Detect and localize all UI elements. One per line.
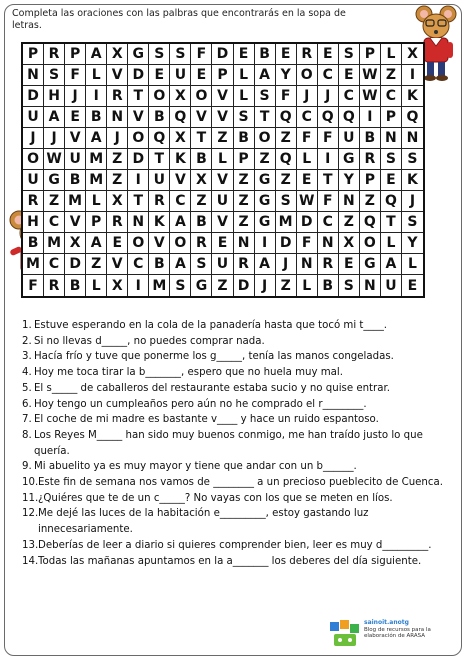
sentence-item xyxy=(22,428,448,459)
arasaac-logo-icon xyxy=(328,618,362,650)
grid-letter: Z xyxy=(339,212,360,233)
grid-letter: L xyxy=(86,65,107,86)
sentence-number: 13. xyxy=(22,539,39,551)
grid-letter: O xyxy=(360,233,381,254)
sentence-item xyxy=(22,491,448,507)
grid-letter: E xyxy=(381,170,402,191)
footer-line-2: elaboración de ARASA xyxy=(364,633,426,639)
grid-letter: Z xyxy=(191,191,212,212)
grid-letter: I xyxy=(86,86,107,107)
grid-letter: C xyxy=(44,212,65,233)
grid-letter: R xyxy=(23,191,44,212)
grid-letter: D xyxy=(23,86,44,107)
grid-letter: V xyxy=(170,170,191,191)
grid-letter: K xyxy=(170,149,191,170)
grid-letter: C xyxy=(44,254,65,275)
grid-letter: T xyxy=(149,149,170,170)
grid-letter: J xyxy=(276,254,297,275)
grid-letter: V xyxy=(107,254,128,275)
grid-letter: D xyxy=(212,44,233,65)
grid-letter: X xyxy=(402,44,423,65)
grid-letter: X xyxy=(170,86,191,107)
grid-letter: E xyxy=(212,233,233,254)
sentence-number: 8. xyxy=(22,429,32,441)
sentence-number: 12. xyxy=(22,508,39,520)
grid-letter: O xyxy=(23,149,44,170)
sentence-text: Estuve esperando en la cola de la panadería hasta que tocó mi t____. xyxy=(34,320,388,331)
grid-letter: W xyxy=(297,191,318,212)
grid-letter: J xyxy=(107,128,128,149)
grid-letter: S xyxy=(234,107,255,128)
grid-letter: L xyxy=(381,233,402,254)
grid-letter: B xyxy=(360,128,381,149)
grid-letter: N xyxy=(360,275,381,296)
grid-letter: P xyxy=(360,44,381,65)
sentence-text: Hoy tengo un cumpleaños pero aún no he comprado el r________. xyxy=(34,398,367,410)
grid-letter: A xyxy=(86,128,107,149)
grid-letter: P xyxy=(212,65,233,86)
grid-letter: L xyxy=(297,275,318,296)
sentence-item xyxy=(22,475,448,491)
sentence-item xyxy=(22,412,448,428)
grid-letter: A xyxy=(255,254,276,275)
grid-letter: G xyxy=(128,44,149,65)
grid-letter: H xyxy=(44,86,65,107)
grid-letter: L xyxy=(86,275,107,296)
grid-letter: L xyxy=(86,191,107,212)
grid-letter: R xyxy=(149,191,170,212)
sentence-text: Mi abuelito ya es muy mayor y tiene que andar con un b______. xyxy=(34,461,357,473)
grid-letter: M xyxy=(86,149,107,170)
grid-letter: B xyxy=(149,107,170,128)
grid-letter: S xyxy=(339,44,360,65)
grid-letter: T xyxy=(318,170,339,191)
grid-letter: E xyxy=(276,44,297,65)
grid-letter: N xyxy=(107,107,128,128)
sentence-item xyxy=(22,506,448,537)
grid-letter: T xyxy=(255,107,276,128)
grid-letter: Q xyxy=(402,107,423,128)
grid-letter: S xyxy=(255,86,276,107)
grid-letter: L xyxy=(234,86,255,107)
grid-letter: Z xyxy=(255,149,276,170)
grid-letter: U xyxy=(170,65,191,86)
grid-letter: I xyxy=(318,149,339,170)
grid-letter: G xyxy=(360,254,381,275)
grid-letter: Z xyxy=(276,275,297,296)
grid-letter: Z xyxy=(107,170,128,191)
grid-letter: B xyxy=(23,233,44,254)
grid-letter: N xyxy=(128,212,149,233)
grid-letter: Z xyxy=(234,191,255,212)
grid-letter: C xyxy=(381,86,402,107)
grid-letter: X xyxy=(191,170,212,191)
sentence-text: Hacía frío y tuve que ponerme los g_____, tenía las manos congeladas. xyxy=(34,351,394,363)
grid-letter: U xyxy=(149,170,170,191)
sentence-item xyxy=(22,459,448,475)
grid-letter: J xyxy=(44,128,65,149)
sentence-item xyxy=(22,365,448,381)
grid-letter: U xyxy=(212,191,233,212)
grid-letter: S xyxy=(44,65,65,86)
grid-letter: R xyxy=(360,149,381,170)
grid-letter: R xyxy=(234,254,255,275)
grid-letter: G xyxy=(191,275,212,296)
grid-letter: I xyxy=(402,65,423,86)
grid-letter: O xyxy=(255,128,276,149)
sentence-text: Los Reyes M_____ han sido muy buenos conmigo, me han traído justo lo que quería. xyxy=(34,429,423,457)
grid-letter: S xyxy=(402,149,423,170)
grid-letter: Z xyxy=(276,170,297,191)
grid-letter: N xyxy=(402,128,423,149)
grid-letter: C xyxy=(339,86,360,107)
grid-letter: X xyxy=(339,233,360,254)
grid-letter: W xyxy=(44,149,65,170)
grid-letter: S xyxy=(402,212,423,233)
grid-letter: V xyxy=(107,65,128,86)
grid-letter: Y xyxy=(339,170,360,191)
grid-letter: B xyxy=(234,128,255,149)
sentence-number: 3. xyxy=(22,351,32,363)
sentence-number: 9. xyxy=(22,461,32,473)
grid-letter: O xyxy=(128,233,149,254)
grid-letter: Y xyxy=(402,233,423,254)
grid-letter: A xyxy=(86,233,107,254)
grid-letter: Z xyxy=(44,191,65,212)
grid-letter: E xyxy=(149,65,170,86)
grid-letter: F xyxy=(23,275,44,296)
grid-letter: I xyxy=(128,275,149,296)
sentence-text: Hoy me toca tirar la b_______, espero que no huela muy mal. xyxy=(34,367,343,379)
sentence-text: Todas las mañanas apuntamos en la a_______ los deberes del día siguiente. xyxy=(38,555,422,567)
grid-letter: P xyxy=(234,149,255,170)
grid-letter: P xyxy=(86,212,107,233)
sentence-item xyxy=(22,554,448,570)
sentence-item xyxy=(22,397,448,413)
grid-letter: V xyxy=(65,212,86,233)
grid-letter: Q xyxy=(381,191,402,212)
grid-letter: C xyxy=(318,65,339,86)
sentence-text: Me dejé las luces de la habitación e_________, estoy gastando luz innecesariamente. xyxy=(38,508,369,536)
grid-letter: B xyxy=(86,107,107,128)
grid-letter: A xyxy=(86,44,107,65)
grid-letter: M xyxy=(44,233,65,254)
grid-letter: V xyxy=(212,212,233,233)
grid-letter: S xyxy=(170,44,191,65)
grid-letter: N xyxy=(297,254,318,275)
grid-letter: E xyxy=(407,277,418,294)
grid-letter: V xyxy=(191,107,212,128)
grid-letter: O xyxy=(297,65,318,86)
grid-letter: V xyxy=(65,128,86,149)
grid-letter: T xyxy=(191,128,212,149)
grid-letter: N xyxy=(318,233,339,254)
grid-letter: Q xyxy=(149,128,170,149)
grid-letter: R xyxy=(107,86,128,107)
grid-letter: R xyxy=(191,233,212,254)
grid-letter: L xyxy=(212,149,233,170)
sentence-number: 6. xyxy=(22,398,32,410)
footer-site: sainoit.anotg xyxy=(364,619,409,626)
grid-letter: A xyxy=(170,254,191,275)
grid-letter: E xyxy=(339,65,360,86)
grid-letter: O xyxy=(128,128,149,149)
grid-letter: J xyxy=(255,275,276,296)
grid-letter: S xyxy=(191,254,212,275)
grid-letter: T xyxy=(128,86,149,107)
grid-letter: A xyxy=(44,107,65,128)
grid-letter: R xyxy=(318,254,339,275)
grid-letter: U xyxy=(65,149,86,170)
grid-letter: Z xyxy=(107,149,128,170)
grid-letter: V xyxy=(149,233,170,254)
grid-letter: U xyxy=(339,128,360,149)
grid-letter: Z xyxy=(234,170,255,191)
grid-letter: M xyxy=(65,191,86,212)
grid-letter: G xyxy=(255,191,276,212)
sentence-number: 2. xyxy=(22,335,32,347)
sentence-number: 11. xyxy=(22,492,39,504)
sentence-item xyxy=(22,381,448,397)
sentence-number: 14. xyxy=(22,555,39,567)
grid-letter: A xyxy=(170,212,191,233)
grid-letter: E xyxy=(318,44,339,65)
grid-letter: B xyxy=(65,275,86,296)
grid-letter: I xyxy=(255,233,276,254)
sentence-item xyxy=(22,538,448,554)
grid-letter: Q xyxy=(170,107,191,128)
grid-letter: U xyxy=(381,275,402,296)
sentence-text: Este fin de semana nos vamos de ________ a un precioso pueblecito de Cuenca. xyxy=(38,477,443,489)
grid-letter: Z xyxy=(212,275,233,296)
grid-letter: C xyxy=(318,212,339,233)
grid-letter: Z xyxy=(360,191,381,212)
grid-letter: K xyxy=(402,170,423,191)
grid-letter: Z xyxy=(276,128,297,149)
grid-letter: V xyxy=(212,86,233,107)
grid-letter: E xyxy=(65,107,86,128)
grid-letter: E xyxy=(234,44,255,65)
grid-letter: F xyxy=(297,233,318,254)
grid-letter: T xyxy=(381,212,402,233)
grid-letter: P xyxy=(381,107,402,128)
sentence-number: 10. xyxy=(22,477,39,489)
grid-letter: X xyxy=(107,44,128,65)
grid-letter: W xyxy=(360,65,381,86)
grid-letter: R xyxy=(44,275,65,296)
grid-letter: C xyxy=(128,254,149,275)
grid-letter: I xyxy=(360,107,381,128)
grid-letter: O xyxy=(149,86,170,107)
grid-letter: F xyxy=(318,191,339,212)
grid-letter: G xyxy=(255,170,276,191)
grid-letter: N xyxy=(234,233,255,254)
grid-letter: N xyxy=(339,191,360,212)
grid-letter: F xyxy=(318,128,339,149)
grid-letter: L xyxy=(381,44,402,65)
grid-letter: F xyxy=(276,86,297,107)
grid-letter: S xyxy=(170,275,191,296)
grid-letter: Q xyxy=(276,107,297,128)
grid-letter: B xyxy=(65,170,86,191)
grid-letter: J xyxy=(23,128,44,149)
grid-letter: S xyxy=(381,149,402,170)
sentence-item xyxy=(22,318,448,334)
grid-letter: G xyxy=(255,212,276,233)
instruction-text: Completa las oraciones con las palbras que encontrarás en la sopa de letras. xyxy=(12,8,346,31)
grid-letter: Q xyxy=(360,212,381,233)
grid-letter: E xyxy=(107,233,128,254)
grid-letter: O xyxy=(170,233,191,254)
grid-letter: A xyxy=(255,65,276,86)
grid-letter: Q xyxy=(339,107,360,128)
grid-letter: N xyxy=(381,128,402,149)
grid-letter: X xyxy=(107,275,128,296)
grid-letter: D xyxy=(234,275,255,296)
grid-letter: C xyxy=(170,191,191,212)
grid-letter: U xyxy=(212,254,233,275)
grid-letter: U xyxy=(23,107,44,128)
grid-letter: G xyxy=(339,149,360,170)
grid-letter: F xyxy=(65,65,86,86)
grid-letter: W xyxy=(360,86,381,107)
grid-letter: E xyxy=(339,254,360,275)
grid-letter: T xyxy=(128,191,149,212)
grid-letter: K xyxy=(149,212,170,233)
grid-letter: O xyxy=(191,86,212,107)
grid-letter: J xyxy=(318,86,339,107)
grid-letter: B xyxy=(191,212,212,233)
grid-letter: G xyxy=(44,170,65,191)
grid-letter: E xyxy=(191,65,212,86)
grid-letter: B xyxy=(318,275,339,296)
grid-letter: M xyxy=(149,275,170,296)
sentence-list xyxy=(22,318,448,569)
grid-letter: R xyxy=(107,212,128,233)
grid-letter: P xyxy=(360,170,381,191)
grid-letter: D xyxy=(297,212,318,233)
grid-letter: F xyxy=(297,128,318,149)
sentence-text: Si no llevas d_____, no puedes comprar nada. xyxy=(34,335,265,347)
sentence-number: 1. xyxy=(22,320,32,331)
grid-letter: R xyxy=(44,44,65,65)
grid-letter: J xyxy=(402,191,423,212)
grid-letter: R xyxy=(297,44,318,65)
grid-letter: Z xyxy=(381,65,402,86)
grid-letter: M xyxy=(86,170,107,191)
grid-letter: B xyxy=(149,254,170,275)
grid-letter: B xyxy=(191,149,212,170)
grid-letter: L xyxy=(234,65,255,86)
grid-letter: Z xyxy=(212,128,233,149)
grid-letter: P xyxy=(65,44,86,65)
word-search-grid xyxy=(21,42,425,298)
grid-letter: Z xyxy=(86,254,107,275)
grid-letter: A xyxy=(381,254,402,275)
grid-letter: H xyxy=(23,212,44,233)
footer-line-1: Blog de recursos para la xyxy=(364,626,431,633)
grid-letter: Y xyxy=(276,65,297,86)
sentence-number: 5. xyxy=(22,382,32,394)
grid-letter: S xyxy=(339,275,360,296)
grid-letter: K xyxy=(402,86,423,107)
grid-letter: X xyxy=(65,233,86,254)
sentence-item xyxy=(22,349,448,365)
grid-letter: B xyxy=(255,44,276,65)
grid-letter: C xyxy=(297,107,318,128)
grid-letter: I xyxy=(128,170,149,191)
footer-credit xyxy=(364,620,456,640)
grid-letter: D xyxy=(128,65,149,86)
grid-letter: Z xyxy=(234,212,255,233)
grid-letter: F xyxy=(191,44,212,65)
sentence-text: ¿Quiéres que te de un c_____? No vayas con los que se meten en líos. xyxy=(38,492,393,504)
grid-letter: U xyxy=(23,170,44,191)
grid-letter: N xyxy=(23,65,44,86)
sentence-text: El s_____ de caballeros del restaurante estaba sucio y no quise entrar. xyxy=(34,382,390,394)
sentence-item xyxy=(22,334,448,350)
grid-letter: D xyxy=(128,149,149,170)
grid-letter: P xyxy=(23,44,44,65)
sentence-text: Deberías de leer a diario si quieres comprender bien, leer es muy d_________. xyxy=(38,539,432,551)
grid-letter: M xyxy=(23,254,44,275)
sentence-number: 7. xyxy=(22,414,32,426)
grid-letter: D xyxy=(65,254,86,275)
grid-letter: X xyxy=(107,191,128,212)
grid-letter: Q xyxy=(318,107,339,128)
grid-letter: J xyxy=(65,86,86,107)
grid-letter: S xyxy=(149,44,170,65)
grid-letter: X xyxy=(170,128,191,149)
sentence-number: 4. xyxy=(22,367,32,379)
grid-letter: L xyxy=(297,149,318,170)
grid-letter: V xyxy=(128,107,149,128)
sentence-text: El coche de mi madre es bastante v____ y hace un ruido espantoso. xyxy=(34,414,379,426)
grid-letter: Q xyxy=(276,149,297,170)
grid-letter: V xyxy=(212,107,233,128)
grid-letter: J xyxy=(297,86,318,107)
grid-letter: V xyxy=(212,170,233,191)
grid-letter: E xyxy=(297,170,318,191)
grid-letter: D xyxy=(276,233,297,254)
grid-letter: S xyxy=(276,191,297,212)
grid-letter: M xyxy=(276,212,297,233)
grid-letter: L xyxy=(402,254,423,275)
